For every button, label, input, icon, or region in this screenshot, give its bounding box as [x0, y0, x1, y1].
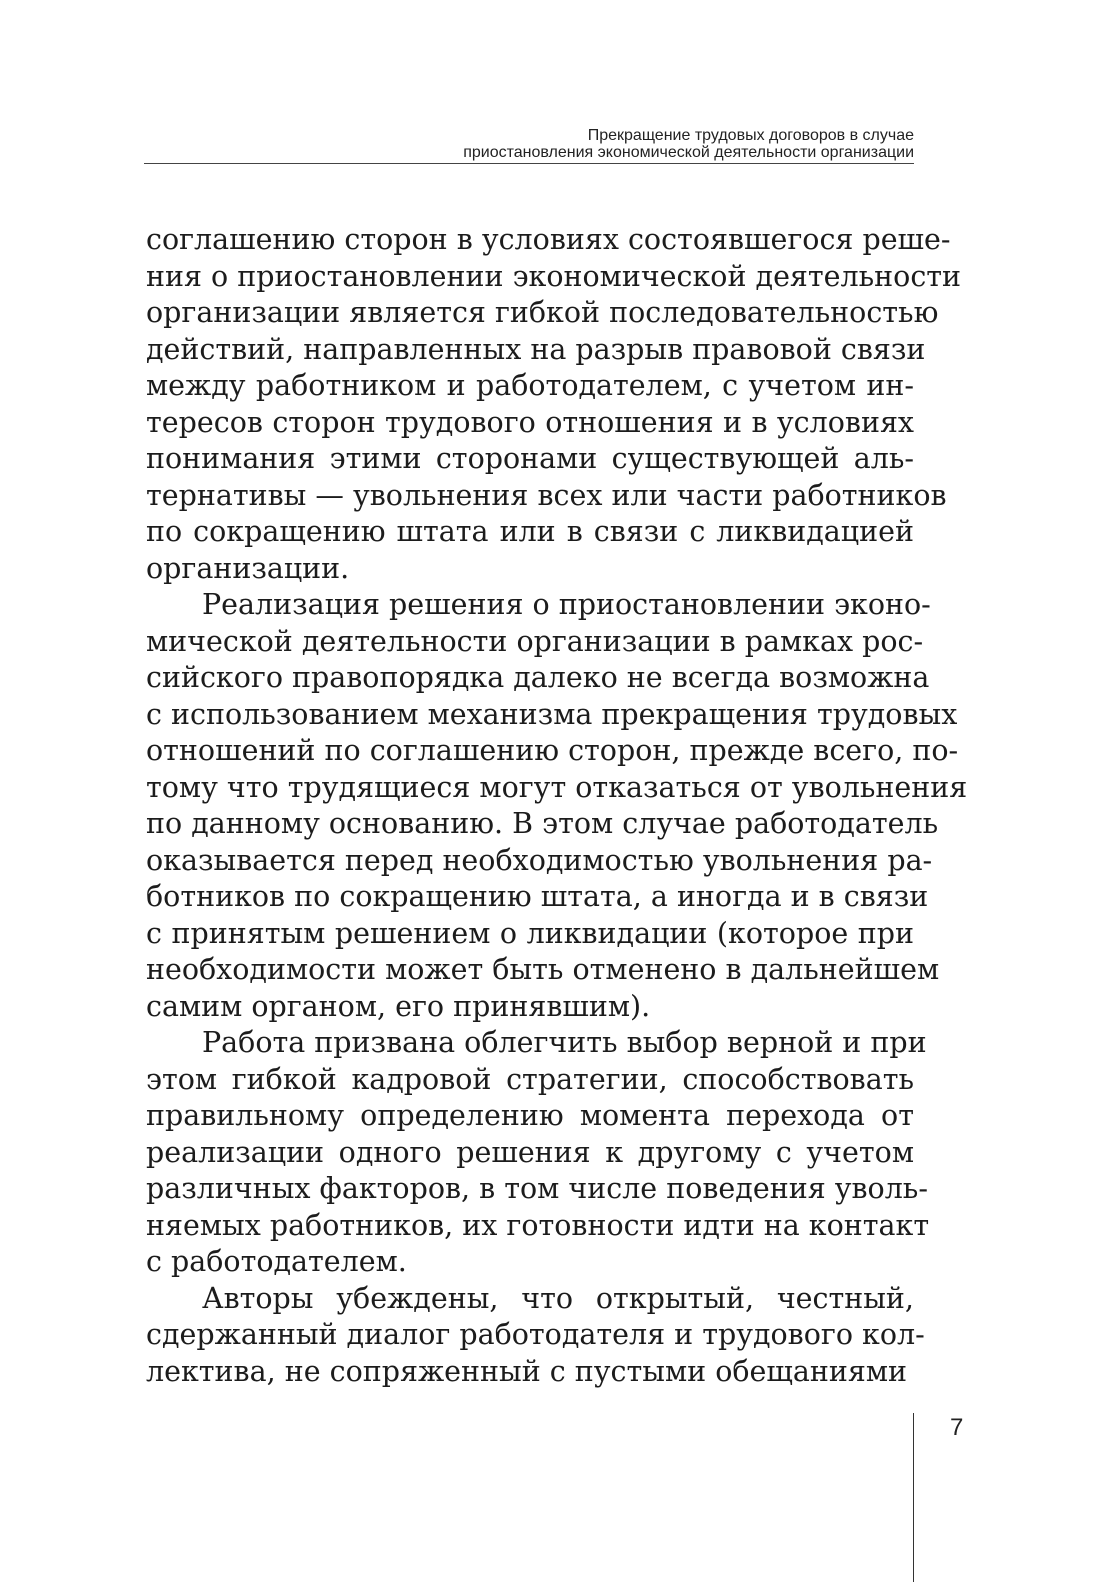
text-line: лектива, не сопряженный с пустыми обещаниями	[146, 1354, 907, 1388]
text-line: различных факторов, в том числе поведения уволь-	[146, 1172, 928, 1205]
text-line: мической деятельности организации в рамках рос-	[146, 624, 924, 658]
paragraph	[146, 222, 962, 587]
text-line: сийского правопорядка далеко не всегда возможна	[146, 661, 930, 694]
text-line: отношений по соглашению сторон, прежде всего, по-	[146, 734, 959, 767]
text-line: тернативы — увольнения всех или части работников	[146, 478, 947, 512]
page-margin-rule	[913, 1413, 914, 1582]
paragraph	[146, 1025, 930, 1281]
paragraph	[146, 587, 968, 1025]
text-line: реализации одного решения к другому с учетом	[146, 1135, 914, 1169]
text-line: действий, направленных на разрыв правовой связи	[146, 332, 926, 366]
text-line: самим органом, его принявшим).	[146, 989, 651, 1023]
text-line: с принятым решением о ликвидации (которое при	[146, 916, 914, 950]
text-line: организации является гибкой последовательностью	[146, 296, 939, 329]
text-line: тому что трудящиеся могут отказаться от увольнения	[146, 770, 968, 804]
text-line: организации.	[146, 551, 350, 585]
text-line: Реализация решения о приостановлении эконо-	[202, 588, 931, 621]
text-line: между работником и работодателем, с учетом ин-	[146, 369, 914, 402]
text-line: тересов сторон трудового отношения и в условиях	[146, 405, 914, 439]
running-header-line-1: Прекращение трудовых договоров в случае	[587, 127, 914, 144]
text-line: с работодателем.	[146, 1245, 407, 1278]
text-line: Работа призвана облегчить выбор верной и при	[202, 1026, 927, 1059]
running-header-line-2: приостановления экономической деятельности организации	[463, 144, 914, 161]
text-line: необходимости может быть отменено в дальнейшем	[146, 953, 940, 986]
text-line: оказывается перед необходимостью увольнения ра-	[146, 843, 933, 877]
text-line: по данному основанию. В этом случае работодатель	[146, 807, 939, 840]
text-line: Авторы убеждены, что открытый, честный,	[202, 1281, 914, 1315]
text-line: сдержанный диалог работодателя и трудового кол-	[146, 1318, 925, 1351]
text-line: правильному определению момента перехода от	[146, 1099, 914, 1132]
page-number: 7	[950, 1414, 964, 1441]
header-divider	[144, 163, 914, 164]
text-line: этом гибкой кадровой стратегии, способствовать	[146, 1062, 914, 1096]
text-line: с использованием механизма прекращения трудовых	[146, 697, 958, 731]
running-header	[144, 127, 914, 161]
text-line: по сокращению штата или в связи с ликвидацией	[146, 515, 914, 548]
text-line: понимания этими сторонами существующей аль-	[146, 442, 914, 475]
text-line: соглашению сторон в условиях состоявшегося реше-	[146, 223, 951, 256]
body-text	[146, 222, 968, 1390]
text-line: ния о приостановлении экономической деятельности	[146, 259, 962, 293]
paragraph	[146, 1281, 925, 1391]
text-line: няемых работников, их готовности идти на контакт	[146, 1208, 930, 1242]
text-line: ботников по сокращению штата, а иногда и в связи	[146, 880, 929, 913]
